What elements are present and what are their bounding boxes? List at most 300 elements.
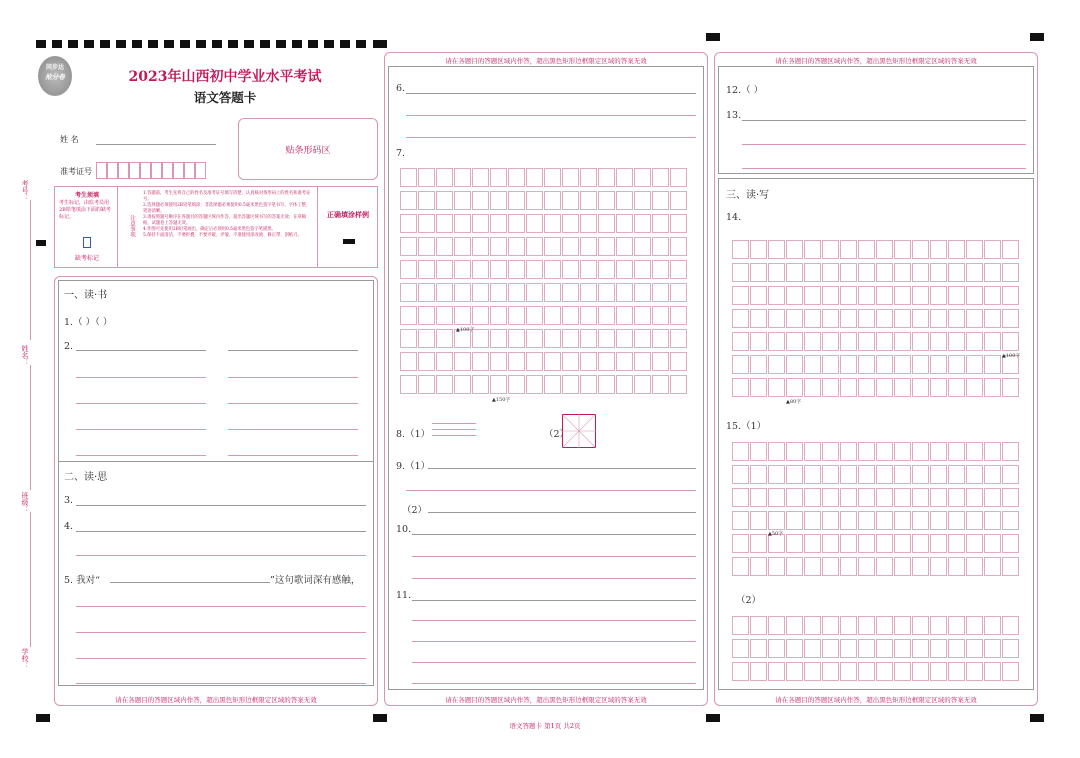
grid-cell[interactable]: [671, 169, 687, 187]
grid-cell[interactable]: [823, 489, 839, 507]
grid-cell[interactable]: [859, 466, 875, 484]
grid-cell[interactable]: [985, 558, 1001, 576]
grid-cell[interactable]: [653, 261, 669, 279]
grid-cell[interactable]: [751, 241, 767, 259]
grid-cell[interactable]: [401, 238, 417, 256]
grid-cell[interactable]: [913, 241, 929, 259]
grid-cell[interactable]: [787, 356, 803, 374]
grid-cell[interactable]: [509, 238, 525, 256]
grid-cell[interactable]: [527, 376, 543, 394]
grid-cell[interactable]: [599, 169, 615, 187]
grid-cell[interactable]: [599, 261, 615, 279]
q14-writing-grid[interactable]: [732, 240, 1020, 400]
grid-cell[interactable]: [419, 192, 435, 210]
grid-cell[interactable]: [967, 310, 983, 328]
grid-cell[interactable]: [913, 535, 929, 553]
grid-cell[interactable]: [455, 261, 471, 279]
grid-cell[interactable]: [581, 353, 597, 371]
grid-cell[interactable]: [563, 261, 579, 279]
grid-cell[interactable]: [473, 330, 489, 348]
grid-cell[interactable]: [895, 443, 911, 461]
grid-cell[interactable]: [599, 238, 615, 256]
grid-cell[interactable]: [653, 215, 669, 233]
grid-cell[interactable]: [949, 356, 965, 374]
grid-cell[interactable]: [787, 443, 803, 461]
grid-cell[interactable]: [913, 489, 929, 507]
grid-cell[interactable]: [563, 169, 579, 187]
grid-cell[interactable]: [599, 192, 615, 210]
grid-cell[interactable]: [473, 307, 489, 325]
grid-cell[interactable]: [877, 558, 893, 576]
answer-line[interactable]: [412, 556, 696, 557]
answer-line[interactable]: [228, 455, 358, 456]
grid-cell[interactable]: [563, 192, 579, 210]
grid-cell[interactable]: [617, 330, 633, 348]
grid-cell[interactable]: [733, 489, 749, 507]
grid-cell[interactable]: [419, 284, 435, 302]
grid-cell[interactable]: [787, 617, 803, 635]
grid-cell[interactable]: [985, 489, 1001, 507]
grid-cell[interactable]: [527, 330, 543, 348]
grid-cell[interactable]: [805, 356, 821, 374]
grid-cell[interactable]: [949, 640, 965, 658]
grid-cell[interactable]: [1003, 535, 1019, 553]
grid-cell[interactable]: [877, 379, 893, 397]
grid-cell[interactable]: [949, 466, 965, 484]
answer-line[interactable]: [406, 137, 696, 138]
answer-line[interactable]: [428, 512, 696, 513]
grid-cell[interactable]: [491, 307, 507, 325]
grid-cell[interactable]: [419, 376, 435, 394]
grid-cell[interactable]: [635, 169, 651, 187]
answer-line[interactable]: [76, 455, 206, 456]
grid-cell[interactable]: [967, 264, 983, 282]
grid-cell[interactable]: [455, 307, 471, 325]
answer-line[interactable]: [412, 641, 696, 642]
grid-cell[interactable]: [895, 663, 911, 681]
grid-cell[interactable]: [877, 535, 893, 553]
grid-cell[interactable]: [913, 264, 929, 282]
grid-cell[interactable]: [751, 356, 767, 374]
answer-line[interactable]: [228, 377, 358, 378]
grid-cell[interactable]: [455, 376, 471, 394]
grid-cell[interactable]: [823, 264, 839, 282]
answer-line[interactable]: [76, 658, 366, 659]
grid-cell[interactable]: [823, 512, 839, 530]
answer-line[interactable]: [412, 683, 696, 684]
grid-cell[interactable]: [1003, 640, 1019, 658]
grid-cell[interactable]: [563, 376, 579, 394]
grid-cell[interactable]: [599, 330, 615, 348]
grid-cell[interactable]: [877, 356, 893, 374]
grid-cell[interactable]: [491, 192, 507, 210]
grid-cell[interactable]: [563, 238, 579, 256]
grid-cell[interactable]: [949, 287, 965, 305]
grid-cell[interactable]: [769, 443, 785, 461]
grid-cell[interactable]: [949, 512, 965, 530]
grid-cell[interactable]: [985, 241, 1001, 259]
answer-line[interactable]: [412, 662, 696, 663]
grid-cell[interactable]: [545, 376, 561, 394]
grid-cell[interactable]: [967, 443, 983, 461]
grid-cell[interactable]: [931, 443, 947, 461]
grid-cell[interactable]: [509, 284, 525, 302]
answer-line[interactable]: [76, 683, 366, 684]
grid-cell[interactable]: [967, 489, 983, 507]
grid-cell[interactable]: [931, 287, 947, 305]
grid-cell[interactable]: [841, 287, 857, 305]
grid-cell[interactable]: [455, 169, 471, 187]
grid-cell[interactable]: [895, 535, 911, 553]
grid-cell[interactable]: [563, 307, 579, 325]
grid-cell[interactable]: [401, 330, 417, 348]
grid-cell[interactable]: [653, 192, 669, 210]
grid-cell[interactable]: [581, 330, 597, 348]
grid-cell[interactable]: [1003, 512, 1019, 530]
grid-cell[interactable]: [967, 640, 983, 658]
grid-cell[interactable]: [913, 333, 929, 351]
grid-cell[interactable]: [859, 617, 875, 635]
grid-cell[interactable]: [599, 284, 615, 302]
grid-cell[interactable]: [949, 558, 965, 576]
grid-cell[interactable]: [733, 443, 749, 461]
grid-cell[interactable]: [455, 215, 471, 233]
grid-cell[interactable]: [913, 512, 929, 530]
grid-cell[interactable]: [437, 238, 453, 256]
grid-cell[interactable]: [473, 192, 489, 210]
answer-line[interactable]: [76, 531, 366, 532]
grid-cell[interactable]: [671, 215, 687, 233]
grid-cell[interactable]: [617, 261, 633, 279]
grid-cell[interactable]: [841, 333, 857, 351]
answer-line[interactable]: [228, 429, 358, 430]
grid-cell[interactable]: [509, 192, 525, 210]
grid-cell[interactable]: [805, 489, 821, 507]
answer-line[interactable]: [412, 620, 696, 621]
grid-cell[interactable]: [401, 215, 417, 233]
grid-cell[interactable]: [805, 512, 821, 530]
grid-cell[interactable]: [787, 558, 803, 576]
grid-cell[interactable]: [751, 264, 767, 282]
grid-cell[interactable]: [877, 512, 893, 530]
grid-cell[interactable]: [823, 287, 839, 305]
grid-cell[interactable]: [635, 307, 651, 325]
grid-cell[interactable]: [913, 663, 929, 681]
grid-cell[interactable]: [859, 512, 875, 530]
grid-cell[interactable]: [949, 264, 965, 282]
grid-cell[interactable]: [733, 333, 749, 351]
grid-cell[interactable]: [653, 376, 669, 394]
grid-cell[interactable]: [563, 215, 579, 233]
q8-2-tian-grid[interactable]: [562, 414, 596, 448]
grid-cell[interactable]: [769, 356, 785, 374]
grid-cell[interactable]: [769, 466, 785, 484]
grid-cell[interactable]: [733, 356, 749, 374]
grid-cell[interactable]: [671, 353, 687, 371]
grid-cell[interactable]: [437, 169, 453, 187]
grid-cell[interactable]: [617, 169, 633, 187]
grid-cell[interactable]: [581, 284, 597, 302]
grid-cell[interactable]: [931, 640, 947, 658]
grid-cell[interactable]: [509, 261, 525, 279]
answer-line[interactable]: [76, 505, 366, 506]
grid-cell[interactable]: [823, 241, 839, 259]
grid-cell[interactable]: [949, 241, 965, 259]
grid-cell[interactable]: [985, 356, 1001, 374]
grid-cell[interactable]: [877, 640, 893, 658]
grid-cell[interactable]: [751, 443, 767, 461]
grid-cell[interactable]: [823, 379, 839, 397]
grid-cell[interactable]: [967, 617, 983, 635]
grid-cell[interactable]: [751, 287, 767, 305]
grid-cell[interactable]: [895, 558, 911, 576]
grid-cell[interactable]: [805, 443, 821, 461]
grid-cell[interactable]: [455, 238, 471, 256]
grid-cell[interactable]: [787, 489, 803, 507]
grid-cell[interactable]: [545, 169, 561, 187]
grid-cell[interactable]: [581, 261, 597, 279]
q7-writing-grid[interactable]: [400, 168, 688, 398]
q15-1-writing-grid[interactable]: [732, 442, 1020, 580]
grid-cell[interactable]: [841, 443, 857, 461]
grid-cell[interactable]: [913, 356, 929, 374]
grid-cell[interactable]: [769, 379, 785, 397]
answer-line[interactable]: [412, 578, 696, 579]
grid-cell[interactable]: [769, 617, 785, 635]
grid-cell[interactable]: [563, 353, 579, 371]
grid-cell[interactable]: [931, 512, 947, 530]
grid-cell[interactable]: [437, 192, 453, 210]
grid-cell[interactable]: [419, 307, 435, 325]
grid-cell[interactable]: [491, 238, 507, 256]
grid-cell[interactable]: [473, 261, 489, 279]
grid-cell[interactable]: [877, 617, 893, 635]
grid-cell[interactable]: [859, 241, 875, 259]
grid-cell[interactable]: [455, 353, 471, 371]
grid-cell[interactable]: [877, 287, 893, 305]
grid-cell[interactable]: [985, 443, 1001, 461]
grid-cell[interactable]: [769, 264, 785, 282]
answer-line[interactable]: [228, 350, 358, 351]
grid-cell[interactable]: [455, 192, 471, 210]
grid-cell[interactable]: [509, 169, 525, 187]
grid-cell[interactable]: [985, 512, 1001, 530]
grid-cell[interactable]: [805, 466, 821, 484]
grid-cell[interactable]: [949, 489, 965, 507]
grid-cell[interactable]: [895, 264, 911, 282]
grid-cell[interactable]: [473, 215, 489, 233]
grid-cell[interactable]: [823, 443, 839, 461]
grid-cell[interactable]: [635, 284, 651, 302]
grid-cell[interactable]: [985, 333, 1001, 351]
answer-line[interactable]: [412, 600, 696, 601]
answer-line[interactable]: [76, 403, 206, 404]
grid-cell[interactable]: [581, 307, 597, 325]
grid-cell[interactable]: [787, 310, 803, 328]
grid-cell[interactable]: [671, 238, 687, 256]
answer-line[interactable]: [406, 93, 696, 94]
grid-cell[interactable]: [617, 284, 633, 302]
grid-cell[interactable]: [527, 192, 543, 210]
grid-cell[interactable]: [653, 330, 669, 348]
grid-cell[interactable]: [805, 535, 821, 553]
grid-cell[interactable]: [473, 353, 489, 371]
grid-cell[interactable]: [769, 663, 785, 681]
grid-cell[interactable]: [419, 215, 435, 233]
grid-cell[interactable]: [751, 310, 767, 328]
grid-cell[interactable]: [985, 535, 1001, 553]
grid-cell[interactable]: [1003, 558, 1019, 576]
grid-cell[interactable]: [733, 617, 749, 635]
grid-cell[interactable]: [617, 376, 633, 394]
grid-cell[interactable]: [895, 333, 911, 351]
grid-cell[interactable]: [841, 241, 857, 259]
grid-cell[interactable]: [1003, 333, 1019, 351]
answer-line[interactable]: [76, 632, 366, 633]
grid-cell[interactable]: [787, 264, 803, 282]
grid-cell[interactable]: [733, 535, 749, 553]
grid-cell[interactable]: [931, 489, 947, 507]
grid-cell[interactable]: [733, 512, 749, 530]
grid-cell[interactable]: [895, 512, 911, 530]
grid-cell[interactable]: [769, 333, 785, 351]
grid-cell[interactable]: [733, 558, 749, 576]
grid-cell[interactable]: [401, 192, 417, 210]
grid-cell[interactable]: [635, 215, 651, 233]
grid-cell[interactable]: [581, 238, 597, 256]
grid-cell[interactable]: [599, 215, 615, 233]
grid-cell[interactable]: [823, 310, 839, 328]
grid-cell[interactable]: [967, 558, 983, 576]
grid-cell[interactable]: [877, 264, 893, 282]
grid-cell[interactable]: [895, 379, 911, 397]
grid-cell[interactable]: [635, 261, 651, 279]
grid-cell[interactable]: [805, 241, 821, 259]
grid-cell[interactable]: [635, 330, 651, 348]
grid-cell[interactable]: [617, 215, 633, 233]
grid-cell[interactable]: [491, 353, 507, 371]
grid-cell[interactable]: [491, 376, 507, 394]
grid-cell[interactable]: [985, 640, 1001, 658]
grid-cell[interactable]: [635, 353, 651, 371]
grid-cell[interactable]: [563, 330, 579, 348]
grid-cell[interactable]: [653, 169, 669, 187]
grid-cell[interactable]: [931, 535, 947, 553]
grid-cell[interactable]: [545, 192, 561, 210]
grid-cell[interactable]: [823, 640, 839, 658]
grid-cell[interactable]: [985, 287, 1001, 305]
grid-cell[interactable]: [931, 466, 947, 484]
grid-cell[interactable]: [545, 215, 561, 233]
grid-cell[interactable]: [671, 192, 687, 210]
grid-cell[interactable]: [455, 284, 471, 302]
grid-cell[interactable]: [859, 640, 875, 658]
grid-cell[interactable]: [859, 356, 875, 374]
grid-cell[interactable]: [913, 640, 929, 658]
grid-cell[interactable]: [895, 356, 911, 374]
grid-cell[interactable]: [581, 215, 597, 233]
grid-cell[interactable]: [805, 558, 821, 576]
grid-cell[interactable]: [913, 310, 929, 328]
grid-cell[interactable]: [859, 287, 875, 305]
grid-cell[interactable]: [895, 310, 911, 328]
grid-cell[interactable]: [671, 307, 687, 325]
grid-cell[interactable]: [895, 489, 911, 507]
grid-cell[interactable]: [823, 356, 839, 374]
grid-cell[interactable]: [931, 617, 947, 635]
answer-line[interactable]: [742, 168, 1026, 169]
grid-cell[interactable]: [635, 192, 651, 210]
grid-cell[interactable]: [913, 287, 929, 305]
grid-cell[interactable]: [419, 353, 435, 371]
grid-cell[interactable]: [931, 379, 947, 397]
grid-cell[interactable]: [967, 356, 983, 374]
grid-cell[interactable]: [823, 535, 839, 553]
grid-cell[interactable]: [527, 353, 543, 371]
grid-cell[interactable]: [733, 663, 749, 681]
grid-cell[interactable]: [931, 558, 947, 576]
grid-cell[interactable]: [967, 287, 983, 305]
grid-cell[interactable]: [985, 264, 1001, 282]
name-field[interactable]: [96, 144, 216, 145]
grid-cell[interactable]: [859, 663, 875, 681]
grid-cell[interactable]: [437, 353, 453, 371]
grid-cell[interactable]: [473, 376, 489, 394]
answer-line[interactable]: [406, 490, 696, 491]
grid-cell[interactable]: [733, 310, 749, 328]
grid-cell[interactable]: [841, 663, 857, 681]
grid-cell[interactable]: [841, 379, 857, 397]
grid-cell[interactable]: [859, 535, 875, 553]
grid-cell[interactable]: [859, 558, 875, 576]
grid-cell[interactable]: [419, 261, 435, 279]
grid-cell[interactable]: [877, 241, 893, 259]
grid-cell[interactable]: [437, 307, 453, 325]
grid-cell[interactable]: [859, 379, 875, 397]
grid-cell[interactable]: [527, 261, 543, 279]
answer-line[interactable]: [76, 606, 366, 607]
grid-cell[interactable]: [931, 310, 947, 328]
grid-cell[interactable]: [491, 169, 507, 187]
grid-cell[interactable]: [985, 617, 1001, 635]
grid-cell[interactable]: [859, 333, 875, 351]
grid-cell[interactable]: [617, 307, 633, 325]
grid-cell[interactable]: [419, 330, 435, 348]
grid-cell[interactable]: [509, 215, 525, 233]
grid-cell[interactable]: [805, 663, 821, 681]
grid-cell[interactable]: [527, 169, 543, 187]
grid-cell[interactable]: [491, 284, 507, 302]
grid-cell[interactable]: [841, 558, 857, 576]
grid-cell[interactable]: [931, 241, 947, 259]
grid-cell[interactable]: [931, 356, 947, 374]
grid-cell[interactable]: [949, 663, 965, 681]
grid-cell[interactable]: [653, 284, 669, 302]
grid-cell[interactable]: [1003, 443, 1019, 461]
grid-cell[interactable]: [931, 264, 947, 282]
grid-cell[interactable]: [653, 353, 669, 371]
grid-cell[interactable]: [769, 512, 785, 530]
grid-cell[interactable]: [913, 379, 929, 397]
grid-cell[interactable]: [733, 466, 749, 484]
grid-cell[interactable]: [877, 489, 893, 507]
grid-cell[interactable]: [671, 284, 687, 302]
grid-cell[interactable]: [823, 663, 839, 681]
grid-cell[interactable]: [1003, 287, 1019, 305]
grid-cell[interactable]: [733, 379, 749, 397]
grid-cell[interactable]: [1003, 663, 1019, 681]
grid-cell[interactable]: [769, 241, 785, 259]
